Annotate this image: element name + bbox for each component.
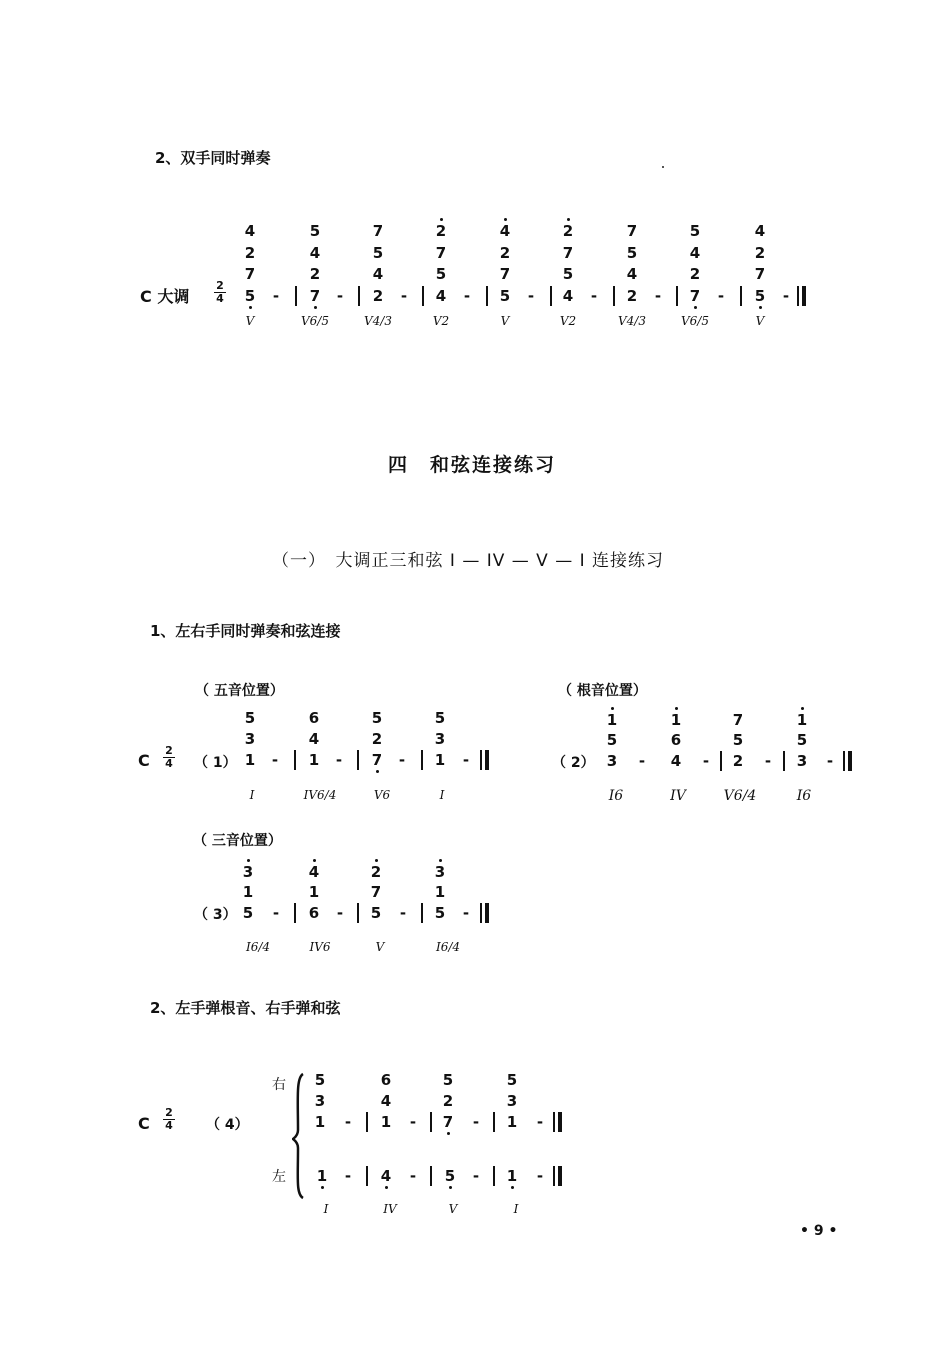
final-barline-thin [480, 903, 482, 923]
time-signature [163, 746, 175, 769]
roman-numeral: I [249, 788, 255, 802]
barline [720, 751, 722, 771]
note: 2 [372, 287, 384, 305]
note: 6 [308, 709, 320, 727]
roman-numeral: V6 [373, 788, 391, 802]
barline [783, 751, 785, 771]
note: 2 [626, 287, 638, 305]
final-barline-thick [802, 286, 806, 306]
roman-numeral: IV6/4 [303, 788, 337, 802]
roman-numeral: I6/4 [435, 940, 461, 954]
note: 4 [754, 222, 766, 240]
note: 5 [314, 1071, 326, 1089]
note: 5 [430, 1168, 470, 1184]
note: 1 [308, 883, 320, 901]
roman-numeral: I6 [608, 788, 624, 804]
barline [358, 286, 360, 306]
barline [357, 903, 359, 923]
roman-numeral: V6/5 [681, 314, 709, 328]
note: 5 [499, 287, 511, 305]
position-label-three: （ 三音位置） [193, 833, 282, 849]
right-hand-label: 右 [272, 1077, 286, 1093]
note: 7 [357, 752, 397, 768]
dash: - [344, 1113, 352, 1131]
dash: - [527, 287, 535, 305]
final-barline-thin [843, 751, 845, 771]
note: 4 [294, 864, 334, 880]
final-barline-thin [480, 750, 482, 770]
meter-top: 2 [216, 279, 224, 292]
final-barline-thin [797, 286, 799, 306]
note: 1 [308, 751, 320, 769]
dash: - [472, 1113, 480, 1131]
note: 5 [370, 904, 382, 922]
note: 5 [309, 222, 321, 240]
position-label-five: （ 五音位置） [195, 683, 284, 699]
note: 2 [244, 244, 256, 262]
note: 1 [242, 883, 254, 901]
note: 5 [435, 265, 447, 283]
note: 6 [380, 1071, 392, 1089]
note: 2 [356, 864, 396, 880]
note: 3 [434, 730, 446, 748]
note: 4 [670, 752, 682, 770]
left-hand-label: 左 [272, 1169, 286, 1185]
final-barline-thin [553, 1112, 555, 1132]
roman-numeral: I [513, 1202, 519, 1216]
final-barline-thick [848, 751, 852, 771]
sub-heading: （一） 大调正三和弦 I — IV — V — I 连接练习 [272, 551, 665, 571]
note: 2 [732, 752, 744, 770]
note: 3 [606, 752, 618, 770]
note: 4 [626, 265, 638, 283]
dash: - [536, 1113, 544, 1131]
roman-numeral: IV [670, 788, 686, 804]
note: 5 [606, 731, 618, 749]
note: 1 [244, 751, 256, 769]
roman-numeral: V2 [432, 314, 450, 328]
example-number-1: （ 1） [194, 755, 237, 771]
key-label: C [138, 751, 150, 770]
note: 7 [428, 1114, 468, 1130]
roman-numeral: I6 [796, 788, 812, 804]
barline [294, 903, 296, 923]
barline [676, 286, 678, 306]
meter-bottom: 4 [216, 292, 224, 305]
note: 5 [242, 904, 254, 922]
roman-numeral: V4/3 [364, 314, 392, 328]
roman-numeral: IV6 [309, 940, 331, 954]
barline [294, 750, 296, 770]
roman-numeral: V [375, 940, 385, 954]
note: 3 [228, 864, 268, 880]
roman-numeral: V [448, 1202, 458, 1216]
note: 5 [434, 709, 446, 727]
meter-bottom: 4 [165, 757, 173, 770]
note: 3 [420, 864, 460, 880]
note: 7 [626, 222, 638, 240]
example-number-3: （ 3） [194, 907, 237, 923]
note: 5 [796, 731, 808, 749]
note: 5 [732, 731, 744, 749]
barline [366, 1166, 368, 1186]
stray-mark [662, 166, 664, 168]
barline [493, 1112, 495, 1132]
section-1-label: 1、左右手同时弹奏和弦连接 [150, 622, 341, 640]
final-barline-thin [553, 1166, 555, 1186]
dash: - [272, 904, 280, 922]
dash: - [472, 1167, 480, 1185]
key-label: C 大调 [140, 287, 190, 306]
note: 5 [371, 709, 383, 727]
note: 7 [499, 265, 511, 283]
dash: - [409, 1113, 417, 1131]
note: 5 [506, 1071, 518, 1089]
note: 2 [499, 244, 511, 262]
roman-numeral: V2 [559, 314, 577, 328]
note: 5 [626, 244, 638, 262]
dash: - [702, 752, 710, 770]
note: 3 [314, 1092, 326, 1110]
barline [357, 750, 359, 770]
note: 5 [372, 244, 384, 262]
barline [550, 286, 552, 306]
note: 1 [656, 712, 696, 728]
note: 1 [434, 883, 446, 901]
section-2-label: 2、双手同时弹奏 [155, 149, 271, 167]
note: 4 [366, 1168, 406, 1184]
note: 7 [295, 288, 335, 304]
barline [493, 1166, 495, 1186]
note: 2 [442, 1092, 454, 1110]
note: 5 [434, 904, 446, 922]
position-label-root: （ 根音位置） [558, 683, 647, 699]
note: 3 [506, 1092, 518, 1110]
meter-bottom: 4 [165, 1119, 173, 1132]
roman-numeral: V [500, 314, 510, 328]
note: 6 [308, 904, 320, 922]
final-barline-thick [558, 1112, 562, 1132]
note: 7 [675, 288, 715, 304]
dash: - [654, 287, 662, 305]
note: 1 [380, 1113, 392, 1131]
section-2b-label: 2、左手弹根音、右手弹和弦 [150, 999, 341, 1017]
note: 1 [782, 712, 822, 728]
note: 2 [309, 265, 321, 283]
dash: - [590, 287, 598, 305]
note: 4 [689, 244, 701, 262]
roman-numeral: V6/4 [723, 788, 757, 804]
note: 4 [372, 265, 384, 283]
note: 1 [506, 1113, 518, 1131]
note: 2 [689, 265, 701, 283]
example-number-2: （ 2） [552, 755, 595, 771]
note: 4 [244, 222, 256, 240]
barline [486, 286, 488, 306]
dash: - [409, 1167, 417, 1185]
meter-top: 2 [165, 744, 173, 757]
note: 5 [244, 709, 256, 727]
note: 4 [309, 244, 321, 262]
roman-numeral: I6/4 [245, 940, 271, 954]
note: 1 [314, 1113, 326, 1131]
chapter-heading: 四 和弦连接练习 [388, 454, 557, 476]
dash: - [462, 904, 470, 922]
note: 7 [732, 711, 744, 729]
barline [421, 903, 423, 923]
note: 2 [548, 223, 588, 239]
note: 5 [230, 288, 270, 304]
dash: - [826, 752, 834, 770]
roman-numeral: V [755, 314, 765, 328]
barline [740, 286, 742, 306]
time-signature [214, 281, 226, 304]
dash: - [782, 287, 790, 305]
note: 7 [370, 883, 382, 901]
dash: - [400, 287, 408, 305]
note: 3 [244, 730, 256, 748]
dash: - [335, 751, 343, 769]
roman-numeral: I [439, 788, 445, 802]
note: 3 [796, 752, 808, 770]
note: 5 [740, 288, 780, 304]
note: 4 [435, 287, 447, 305]
dash: - [272, 287, 280, 305]
barline [613, 286, 615, 306]
page-number: • 9 • [800, 1223, 838, 1239]
roman-numeral: I [323, 1202, 329, 1216]
note: 1 [592, 712, 632, 728]
dash: - [764, 752, 772, 770]
note: 7 [435, 244, 447, 262]
note: 1 [434, 751, 446, 769]
note: 7 [372, 222, 384, 240]
meter-top: 2 [165, 1106, 173, 1119]
barline [430, 1166, 432, 1186]
dash: - [336, 904, 344, 922]
note: 5 [562, 265, 574, 283]
example-number-4: （ 4） [206, 1117, 249, 1133]
final-barline-thick [485, 750, 489, 770]
note: 4 [380, 1092, 392, 1110]
barline [295, 286, 297, 306]
note: 2 [754, 244, 766, 262]
note: 7 [754, 265, 766, 283]
dash: - [271, 751, 279, 769]
dash: - [717, 287, 725, 305]
note: 2 [421, 223, 461, 239]
dash: - [536, 1167, 544, 1185]
key-label: C [138, 1114, 150, 1133]
barline [366, 1112, 368, 1132]
roman-numeral: V4/3 [618, 314, 646, 328]
final-barline-thick [558, 1166, 562, 1186]
time-signature [163, 1108, 175, 1131]
dash: - [399, 904, 407, 922]
roman-numeral: IV [383, 1202, 397, 1216]
note: 5 [442, 1071, 454, 1089]
note: 1 [492, 1168, 532, 1184]
barline [421, 750, 423, 770]
roman-numeral: V6/5 [301, 314, 329, 328]
note: 6 [670, 731, 682, 749]
note: 4 [485, 223, 525, 239]
dash: - [463, 287, 471, 305]
barline [422, 286, 424, 306]
barline [430, 1112, 432, 1132]
note: 4 [308, 730, 320, 748]
final-barline-thick [485, 903, 489, 923]
dash: - [344, 1167, 352, 1185]
note: 7 [244, 265, 256, 283]
note: 1 [302, 1168, 342, 1184]
note: 7 [562, 244, 574, 262]
roman-numeral: V [245, 314, 255, 328]
note: 2 [371, 730, 383, 748]
dash: - [638, 752, 646, 770]
note: 4 [562, 287, 574, 305]
dash: - [336, 287, 344, 305]
dash: - [398, 751, 406, 769]
note: 5 [689, 222, 701, 240]
dash: - [462, 751, 470, 769]
